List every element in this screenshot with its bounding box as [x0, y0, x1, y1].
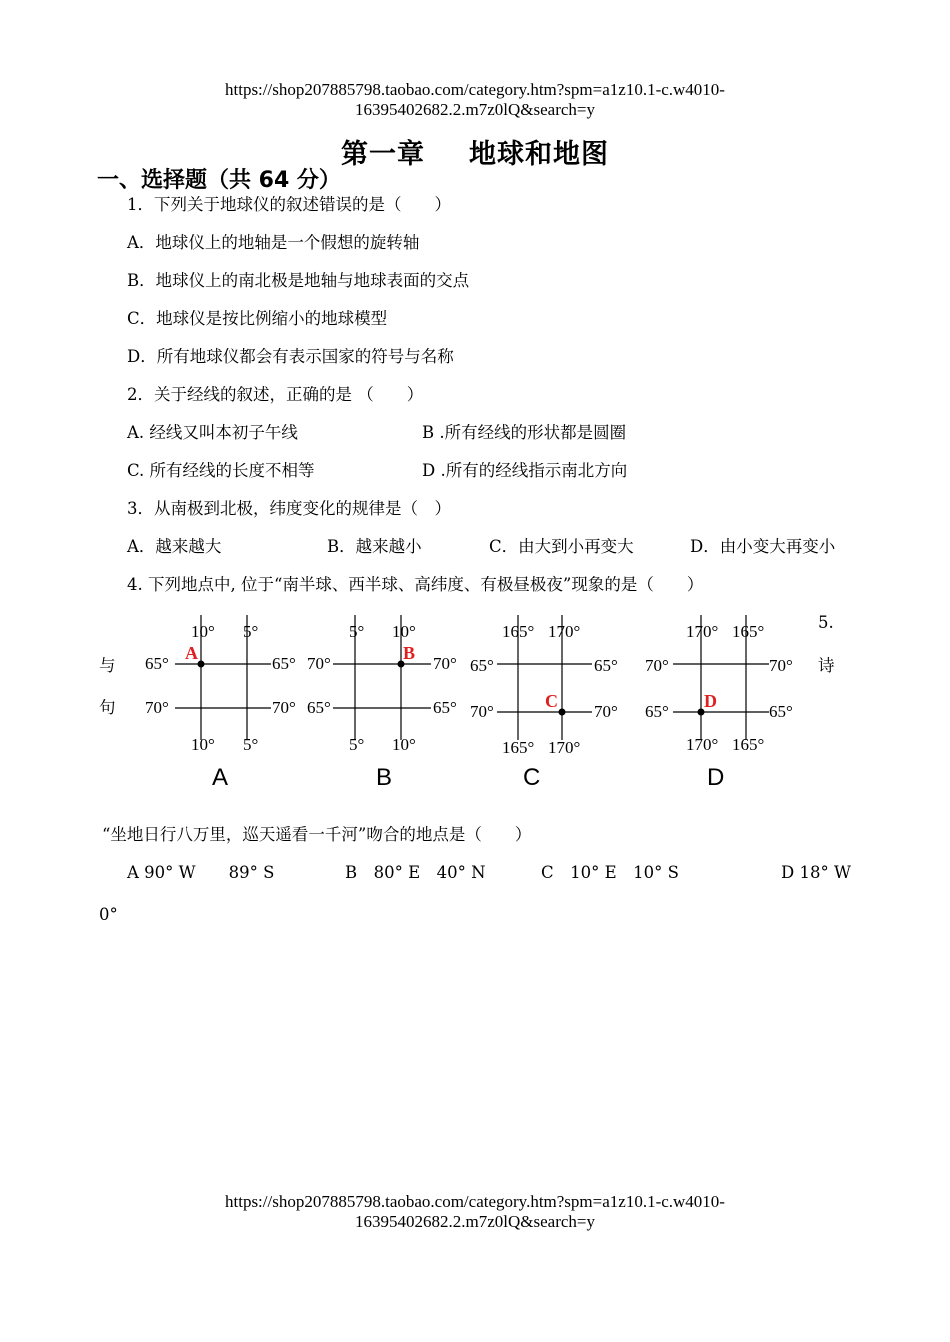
diagram-b-left-label-1: 70° — [307, 654, 331, 673]
q1-option-a: A．地球仪上的地轴是一个假想的旋转轴 — [127, 233, 420, 252]
section-heading: 一、选择题（共 64 分） — [97, 168, 341, 193]
diagram-b-top-label-1: 5° — [349, 622, 365, 641]
header-url-line-1: https://shop207885798.taobao.com/category.htm?spm=a1z10.1-c.w4010- — [225, 80, 725, 99]
q5-word-2: 诗 — [818, 656, 835, 675]
diagram-b-right-label-2: 65° — [433, 698, 457, 717]
diagram-a-right-label-2: 70° — [272, 698, 296, 717]
q2-option-c: C. 所有经线的长度不相等 — [127, 461, 315, 480]
q5-option-a: A 90° W 89° S — [127, 863, 275, 882]
footer-url — [0, 1192, 950, 1232]
diagram-a-top-label-1: 10° — [191, 622, 215, 641]
diagram-d-bottom-label-2: 165° — [732, 735, 765, 754]
diagram-b-bottom-label-2: 10° — [392, 735, 416, 754]
diagram-a-right-label-1: 65° — [272, 654, 296, 673]
diagram-c-point — [559, 709, 566, 716]
diagram-c-left-label-1: 65° — [470, 656, 494, 675]
diagram-d-right-label-1: 70° — [769, 656, 793, 675]
footer-url-line-2: 16395402682.2.m7z0lQ&search=y — [355, 1212, 595, 1231]
diagram-d-caption: D — [707, 764, 725, 791]
q5-number: 5. — [818, 613, 834, 632]
diagram-a-caption: A — [212, 764, 229, 791]
q5-option-b: B 80° E 40° N — [345, 863, 486, 882]
diagram-d-left-label-2: 65° — [645, 702, 669, 721]
diagram-d-top-label-2: 165° — [732, 622, 765, 641]
q2-option-b: B .所有经线的形状都是圆圈 — [422, 423, 627, 442]
diagram-c-left-label-2: 70° — [470, 702, 494, 721]
diagram-c-top-label-1: 165° — [502, 622, 535, 641]
diagram-d-right-label-2: 65° — [769, 702, 793, 721]
q3-option-b: B．越来越小 — [327, 537, 422, 556]
diagram-b-point-label: B — [403, 643, 416, 663]
q2-stem: 2．关于经线的叙述，正确的是 （ ） — [127, 385, 424, 404]
diagram-c-point-label: C — [545, 691, 558, 711]
header-url-line-2: 16395402682.2.m7z0lQ&search=y — [355, 100, 595, 119]
footer-url-line-1: https://shop207885798.taobao.com/category.htm?spm=a1z10.1-c.w4010- — [225, 1192, 725, 1211]
diagram-d-point-label: D — [704, 691, 717, 711]
diagram-c-bottom-label-1: 165° — [502, 738, 535, 757]
q3-stem: 3．从南极到北极，纬度变化的规律是（ ） — [127, 499, 451, 518]
q5-option-d-continued: 0° — [99, 905, 118, 924]
diagram-d — [645, 615, 793, 791]
diagram-c-bottom-label-2: 170° — [548, 738, 581, 757]
diagram-c-right-label-1: 65° — [594, 656, 618, 675]
q2-option-a: A. 经线又叫本初子午线 — [127, 423, 298, 442]
diagram-d-top-label-1: 170° — [686, 622, 719, 641]
diagram-b-bottom-label-1: 5° — [349, 735, 365, 754]
q4-stem: 4. 下列地点中, 位于“南半球、西半球、高纬度、有极昼极夜”现象的是（ ） — [127, 575, 704, 594]
q5-stem: “坐地日行八万里，巡天遥看一千河”吻合的地点是（ ） — [102, 825, 532, 844]
coordinate-diagrams — [135, 615, 815, 795]
q1-stem: 1．下列关于地球仪的叙述错误的是（ ） — [127, 195, 451, 214]
diagram-b — [307, 615, 457, 791]
q1-option-c: C．地球仪是按比例缩小的地球模型 — [127, 309, 388, 328]
diagram-c-top-label-2: 170° — [548, 622, 581, 641]
diagram-b-right-label-1: 70° — [433, 654, 457, 673]
diagram-d-bottom-label-1: 170° — [686, 735, 719, 754]
diagram-c-caption: C — [523, 764, 541, 791]
chapter-number: 第一章 — [341, 139, 425, 170]
diagram-b-left-label-2: 65° — [307, 698, 331, 717]
q5-word-3: 句 — [99, 698, 116, 717]
q3-option-d: D．由小变大再变小 — [690, 537, 836, 556]
diagram-a-bottom-label-1: 10° — [191, 735, 215, 754]
diagram-a-point-label: A — [185, 643, 198, 663]
diagram-a-left-label-2: 70° — [145, 698, 169, 717]
header-url — [0, 80, 950, 120]
diagram-c-right-label-2: 70° — [594, 702, 618, 721]
diagram-a-bottom-label-2: 5° — [243, 735, 259, 754]
q5-word-1: 与 — [99, 656, 116, 675]
diagram-a-point — [198, 661, 205, 668]
diagram-d-left-label-1: 70° — [645, 656, 669, 675]
q5-option-c: C 10° E 10° S — [541, 863, 679, 882]
q1-option-d: D．所有地球仪都会有表示国家的符号与名称 — [127, 347, 454, 366]
diagram-a — [145, 615, 296, 791]
diagram-c — [470, 615, 618, 791]
q1-option-b: B．地球仪上的南北极是地轴与地球表面的交点 — [127, 271, 470, 290]
diagram-b-caption: B — [376, 764, 393, 791]
diagram-a-top-label-2: 5° — [243, 622, 259, 641]
diagram-a-left-label-1: 65° — [145, 654, 169, 673]
q3-option-a: A．越来越大 — [127, 537, 222, 556]
q3-option-c: C．由大到小再变大 — [489, 537, 634, 556]
diagram-b-top-label-2: 10° — [392, 622, 416, 641]
q5-option-d: D 18° W — [781, 863, 851, 882]
q2-option-d: D .所有的经线指示南北方向 — [422, 461, 628, 480]
chapter-name: 地球和地图 — [469, 139, 609, 170]
